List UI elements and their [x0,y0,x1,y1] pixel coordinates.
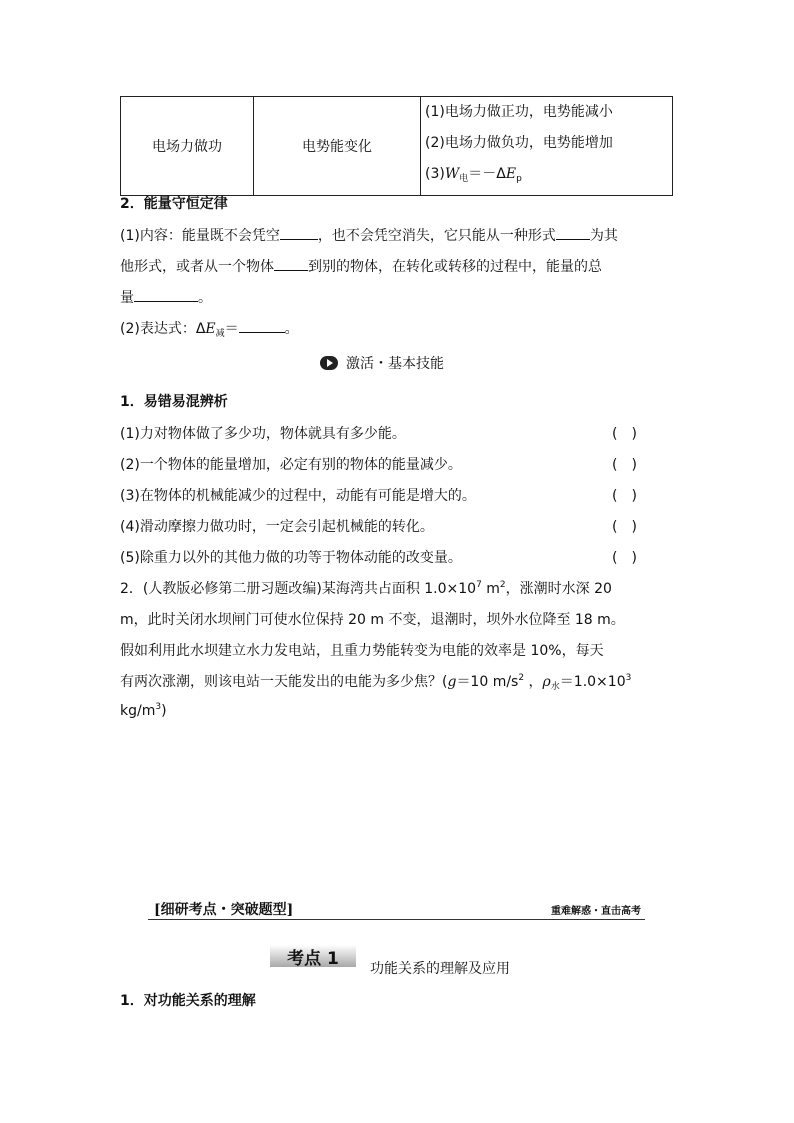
conservation-content-line1: (1)内容：能量既不会凭空 ，也不会凭空消失，它只能从一种形式 为其 [120,228,618,244]
conservation-content-line3: 量 。 [120,290,212,306]
relation-item-1: (1)电场力做正功，电势能减小 [425,104,613,120]
judge-item: (3)在物体的机械能减少的过程中，动能有可能是增大的。 [120,488,476,504]
section-banner [320,354,444,372]
energy-table [120,96,673,196]
banner-label: 激活・基本技能 [346,356,444,372]
relation-item-2: (2)电场力做负功，电势能增加 [425,135,613,151]
problem-line: $kg/m^3$) [120,702,167,719]
judge-item: (4)滑动摩擦力做功时，一定会引起机械能的转化。 [120,519,434,535]
problem-line: 2．(人教版必修第二册习题改编)某海湾共占面积 $1.0\times 10^7$ $m^2$，涨潮时水深 20 [120,580,612,597]
judge-item: (5)除重力以外的其他力做的功等于物体动能的改变量。 [120,550,462,566]
table-cell-relations [421,97,673,196]
conservation-expression: (2)表达式：$\Delta E_减=$ 。 [120,321,299,339]
answer-bracket[interactable]: ( ) [612,519,637,535]
conservation-heading: 2．能量守恒定律 [120,196,228,212]
table-cell-force-work: 电场力做功 [121,97,254,196]
problem-line: 假如利用此水坝建立水力发电站，且重力势能转变为电能的效率是 10%，每天 [120,643,604,659]
fill-blank[interactable] [274,258,308,271]
conservation-content-line2: 他形式，或者从一个物体 到别的物体，在转化或转移的过程中，能量的总 [120,259,602,275]
answer-bracket[interactable]: ( ) [612,488,637,504]
kaodian-title: 功能关系的理解及应用 [370,961,510,977]
function-relation-heading: 1．对功能关系的理解 [120,993,256,1009]
kaodian-badge: 考点 1 [270,945,356,967]
problem-line: m，此时关闭水坝闸门可使水位保持 20 m 不变，退潮时，坝外水位降至 18 m。 [120,612,625,628]
problem-line: 有两次涨潮，则该电站一天能发出的电能为多少焦？(g＝10 $m/s^2$ ，$\rho_水=1.0\times 10^3$ [120,673,632,692]
section-header-title: [细研考点・突破题型] [154,902,294,918]
play-icon [320,356,338,370]
fill-blank[interactable] [556,227,590,240]
fill-blank[interactable] [134,289,198,302]
section-header-slogan: 重难解惑・直击高考 [551,906,641,917]
answer-bracket[interactable]: ( ) [612,426,637,442]
judge-heading: 1．易错易混辨析 [120,394,228,410]
answer-bracket[interactable]: ( ) [612,457,637,473]
relation-item-3: $(3)W_电=-\Delta E_p$ [425,166,522,184]
section-header [148,899,645,920]
table-cell-potential-change: 电势能变化 [254,97,421,196]
judge-item: (1)力对物体做了多少功，物体就具有多少能。 [120,426,406,442]
judge-item: (2)一个物体的能量增加，必定有别的物体的能量减少。 [120,457,462,473]
fill-blank[interactable] [280,227,318,240]
fill-blank[interactable] [239,320,285,333]
answer-bracket[interactable]: ( ) [612,550,637,566]
